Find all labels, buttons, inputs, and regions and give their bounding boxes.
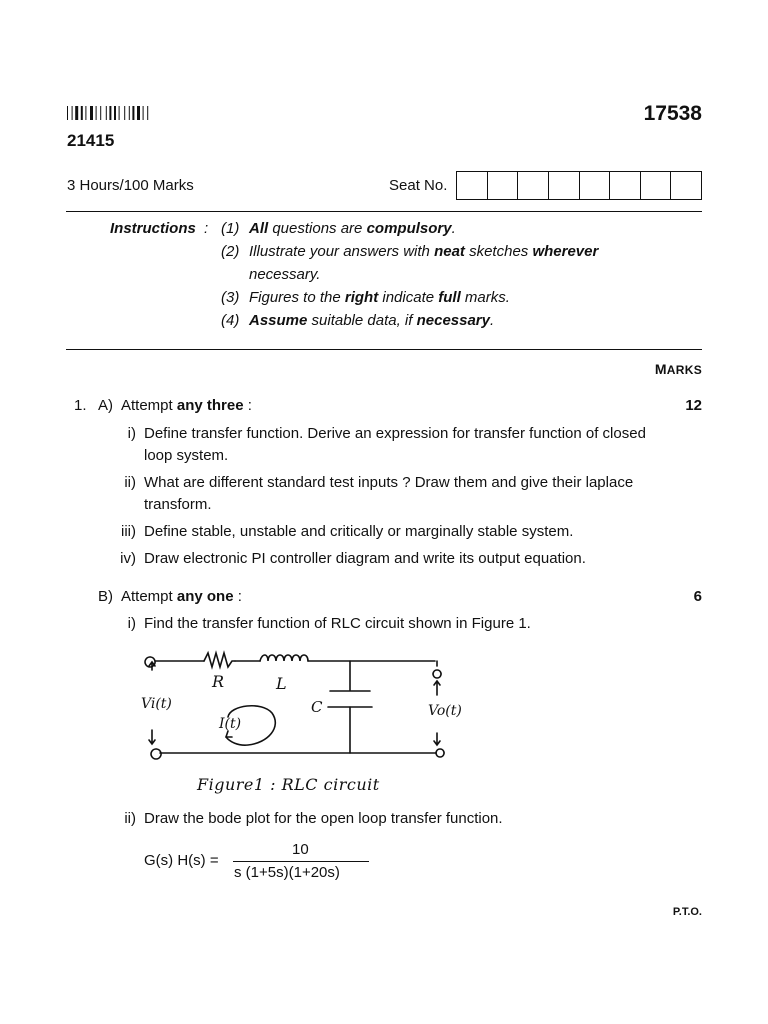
barcode-bar — [129, 106, 130, 120]
inductor-label: L — [276, 674, 287, 693]
instruction-item — [221, 266, 681, 286]
inductor — [260, 655, 308, 661]
instruction-text: Figures to the right indicate full marks. — [249, 289, 510, 306]
barcode-bar — [143, 106, 144, 120]
instruction-item — [221, 312, 681, 332]
subquestion-number: iv) — [120, 550, 136, 567]
instruction-text: Assume suitable data, if necessary. — [249, 312, 495, 329]
subquestion-text: Draw electronic PI controller diagram and write its output equation. — [144, 550, 586, 567]
input-voltage-label: Vi(t) — [141, 696, 172, 712]
seat-cell[interactable] — [579, 172, 610, 199]
barcode-bar — [106, 106, 107, 120]
instruction-text: necessary. — [249, 266, 321, 283]
barcode-bar — [81, 106, 83, 120]
capacitor-label: C — [311, 698, 323, 716]
subquestion-number: ii) — [124, 810, 136, 827]
barcode-bar — [132, 106, 134, 120]
part-label: A) — [98, 397, 113, 414]
barcode — [67, 106, 163, 120]
paper-code: 17538 — [643, 102, 702, 125]
part-instruction: Attempt any one : — [121, 588, 242, 605]
figure-caption: Figure1 : RLC circuit — [197, 775, 380, 794]
subject-code: 21415 — [67, 131, 115, 150]
barcode-bar — [85, 106, 86, 120]
marks-heading: MARKS — [654, 361, 702, 377]
barcode-bar — [100, 106, 101, 120]
formula-numerator: 10 — [292, 841, 309, 858]
output-arrow — [434, 681, 440, 695]
formula-denominator: s (1+5s)(1+20s) — [234, 864, 340, 881]
subquestion-text: transform. — [144, 496, 212, 513]
subquestion-number: iii) — [121, 523, 136, 540]
subquestion-number: i) — [127, 425, 136, 442]
formula-lhs: G(s) H(s) = — [144, 852, 219, 869]
duration-marks: 3 Hours/100 Marks — [67, 177, 194, 194]
part-marks: 6 — [693, 588, 702, 605]
barcode-bar — [114, 106, 116, 120]
current-label: I(t) — [219, 716, 242, 732]
instruction-number: (3) — [221, 289, 240, 306]
instructions-title: Instructions — [110, 220, 196, 237]
seat-cell[interactable] — [548, 172, 579, 199]
barcode-bar — [109, 106, 111, 120]
barcode-bar — [90, 106, 93, 120]
instruction-item — [221, 243, 681, 263]
output-terminal-bottom — [436, 749, 444, 757]
seat-cell[interactable] — [609, 172, 640, 199]
divider — [66, 211, 702, 212]
seat-cell[interactable] — [487, 172, 518, 199]
instructions-colon: : — [204, 220, 209, 237]
part-marks: 12 — [685, 397, 702, 414]
barcode-bar — [119, 106, 120, 120]
instruction-item — [221, 289, 681, 309]
barcode-bar — [124, 106, 125, 120]
fraction-bar — [233, 861, 369, 862]
pto-label: P.T.O. — [672, 906, 702, 918]
subquestion-number: ii) — [124, 474, 136, 491]
instruction-number: (2) — [221, 243, 240, 260]
seat-cell[interactable] — [517, 172, 548, 199]
instruction-number: (4) — [221, 312, 240, 329]
subquestion-text: Define stable, unstable and critically or marginally stable system. — [144, 523, 574, 540]
barcode-bar — [72, 106, 73, 120]
barcode-bar — [147, 106, 148, 120]
subquestion-text: loop system. — [144, 447, 229, 464]
barcode-bar — [96, 106, 97, 120]
seat-number-boxes[interactable] — [456, 171, 702, 200]
resistor-label: R — [212, 672, 225, 691]
barcode-bar — [67, 106, 68, 120]
part-instruction: Attempt any three : — [121, 397, 252, 414]
seat-cell[interactable] — [457, 172, 487, 199]
subquestion-text: Draw the bode plot for the open loop transfer function. — [144, 810, 503, 827]
barcode-bar — [75, 106, 78, 120]
subquestion-text: Find the transfer function of RLC circuit shown in Figure 1. — [144, 615, 531, 632]
instruction-text: Illustrate your answers with neat sketches wherever — [249, 243, 599, 260]
output-terminal-top — [433, 670, 441, 678]
subquestion-text: Define transfer function. Derive an expression for transfer function of closed — [144, 425, 646, 442]
input-arrow-bottom — [149, 730, 155, 744]
output-arrow-bottom — [434, 733, 440, 745]
output-voltage-label: Vo(t) — [428, 703, 462, 719]
barcode-bar — [137, 106, 140, 120]
subquestion-text: What are different standard test inputs ? Draw them and give their laplace — [144, 474, 634, 491]
resistor — [204, 653, 235, 667]
subquestion-number: i) — [127, 615, 136, 632]
seat-label: Seat No. — [389, 177, 448, 194]
input-terminal-bottom — [151, 749, 161, 759]
instruction-text: All questions are compulsory. — [249, 220, 456, 237]
seat-cell[interactable] — [670, 172, 701, 199]
instruction-item — [221, 220, 681, 240]
divider — [66, 349, 702, 350]
instruction-number: (1) — [221, 220, 240, 237]
question-number: 1. — [74, 397, 87, 414]
part-label: B) — [98, 588, 113, 605]
seat-cell[interactable] — [640, 172, 671, 199]
